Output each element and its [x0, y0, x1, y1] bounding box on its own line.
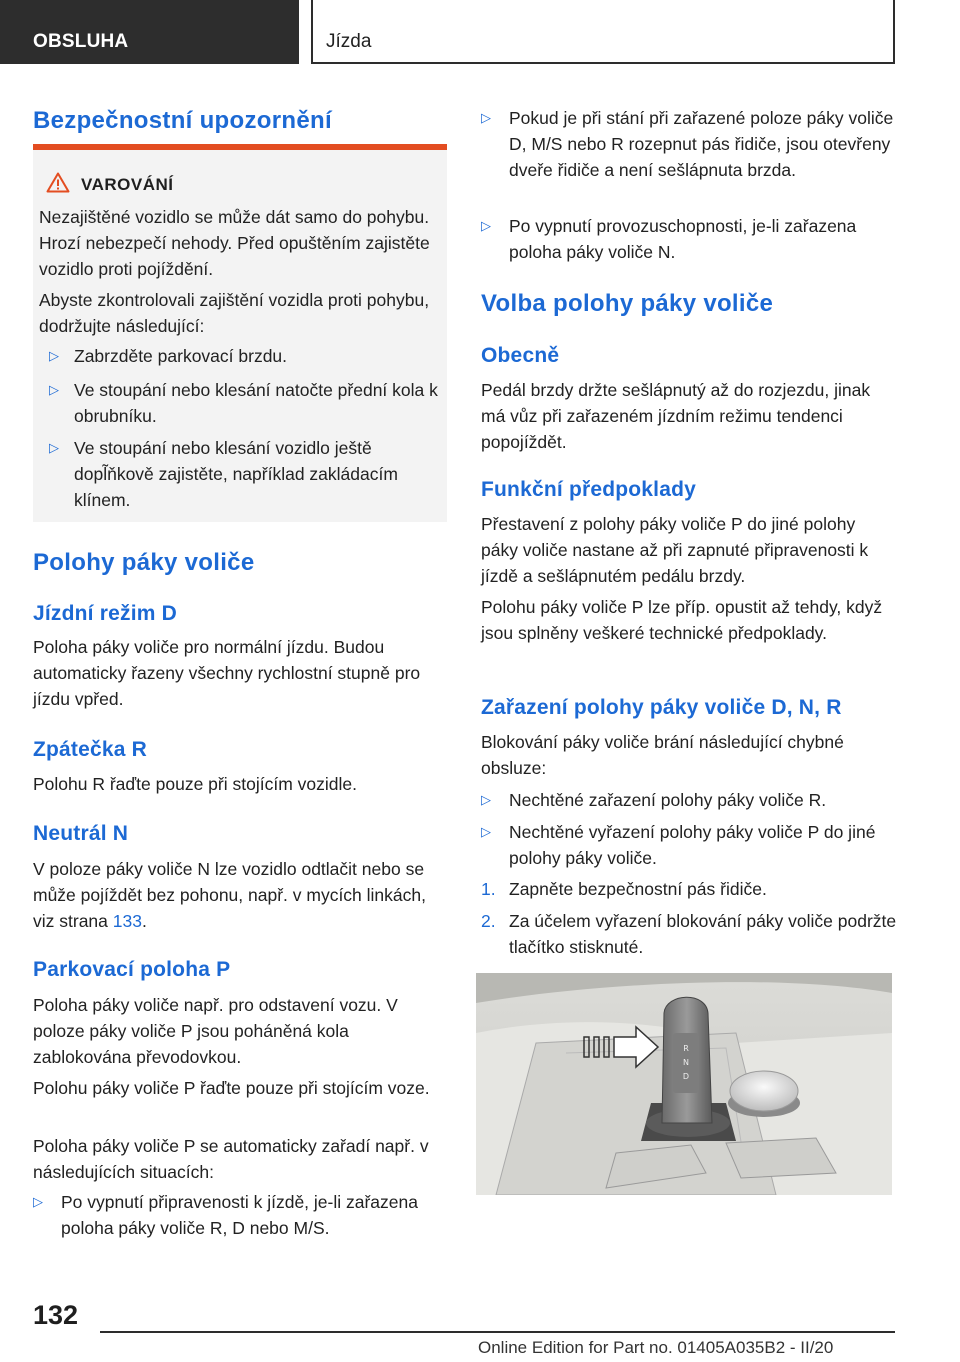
selection-heading: Volba polohy páky voliče [481, 290, 774, 317]
safety-heading: Bezpečnostní upozornění [33, 107, 332, 134]
footer-rule [100, 1331, 895, 1333]
park-text-3: Poloha páky voliče P se automaticky zařadí např. v následujících situacích: [33, 1136, 429, 1182]
bullet-triangle-icon: ▷ [481, 824, 491, 839]
engage-text: Blokování páky voliče brání následující chybné obsluze: [481, 732, 844, 778]
park-heading: Parkovací poloha P [33, 958, 231, 981]
requirements-heading: Funkční předpoklady [481, 478, 696, 501]
list-item: ▷ Po vypnutí provozuschopnosti, je-li zařazena poloha páky voliče N. [481, 213, 897, 265]
bullet-triangle-icon: ▷ [49, 348, 59, 363]
svg-text:R: R [683, 1044, 689, 1053]
bullet-triangle-icon: ▷ [49, 382, 59, 397]
page-link[interactable]: 133 [112, 911, 142, 931]
warning-label: VAROVÁNÍ [81, 175, 174, 194]
drive-text: Poloha páky voliče pro normální jízdu. Budou automaticky řazeny všechny rychlostní stupně pro jízdu vpřed. [33, 637, 421, 709]
edition-note: Online Edition for Part no. 01405A035B2 - II/20 [478, 1338, 834, 1357]
warning-text-2: Abyste zkontrolovali zajištění vozidla proti pohybu, dodržujte následující: [39, 290, 430, 336]
warning-text-1: Nezajištěné vozidlo se může dát samo do pohybu. Hrozí nebezpečí nehody. Před opuštěním zajistěte vozidlo proti pojíždění. [39, 207, 430, 279]
bullet-triangle-icon: ▷ [49, 440, 59, 455]
warning-triangle-icon [46, 172, 70, 193]
list-item: ▷ Po vypnutí připravenosti k jízdě, je-li zařazena poloha páky voliče R, D nebo M/S. [33, 1189, 447, 1241]
bullet-triangle-icon: ▷ [481, 110, 491, 125]
list-item: ▷ Ve stoupání nebo klesání vozidlo ještě dopl̃ňkově zajistěte, například zakládacím klínem. [49, 435, 443, 513]
step-item: 1. Zapněte bezpečnostní pás řidiče. [481, 879, 767, 899]
requirements-text-1: Přestavení z polohy páky voliče P do jiné polohy páky voliče nastane až při zapnuté připravenosti k jízdě a sešlápnutém pedálu brzdy. [481, 514, 869, 586]
general-text: Pedál brzdy držte sešlápnutý až do rozjezdu, jinak má vůz při zařazeném jízdním režimu tendenci popojíždět. [481, 380, 871, 452]
chapter-title: Jízda [311, 0, 895, 64]
reverse-heading: Zpátečka R [33, 738, 148, 761]
neutral-heading: Neutrál N [33, 822, 129, 845]
list-item: ▷ Ve stoupání nebo klesání natočte přední kola k obrubníku. [49, 377, 443, 429]
reverse-text: Polohu R řaďte pouze při stojícím vozidle. [33, 774, 357, 794]
svg-text:D: D [682, 1072, 690, 1081]
park-text-2: Polohu páky voliče P řaďte pouze při stojícím voze. [33, 1078, 430, 1098]
list-item: ▷ Nechtěné vyřazení polohy páky voliče P do jiné polohy páky voliče. [481, 819, 897, 871]
bullet-triangle-icon: ▷ [33, 1194, 43, 1209]
bullet-triangle-icon: ▷ [481, 218, 491, 233]
positions-heading: Polohy páky voliče [33, 549, 255, 576]
list-item: ▷ Pokud je při stání při zařazené poloze páky voliče D, M/S nebo R rozepnut pás řidiče, jsou otevřeny dveře řidiče a není sešlápnuta brzda. [481, 105, 897, 183]
list-item: ▷ Nechtěné zařazení polohy páky voliče R. [481, 787, 897, 813]
warning-bar [33, 144, 447, 150]
neutral-text: V poloze páky voliče N lze vozidlo odtlačit nebo se může pojíždět bez pohonu, např. v mycích linkách, viz strana 133. [33, 859, 426, 931]
list-item: ▷ Zabrzděte parkovací brzdu. [49, 343, 443, 369]
warning-box [33, 144, 447, 522]
engage-heading: Zařazení polohy páky voliče D, N, R [481, 696, 842, 719]
requirements-text-2: Polohu páky voliče P lze příp. opustit až tehdy, když jsou splněny veškeré technické předpoklady. [481, 597, 883, 643]
section-tab: OBSLUHA [0, 0, 299, 64]
bullet-triangle-icon: ▷ [481, 792, 491, 807]
gear-selector-drawing [476, 973, 892, 1195]
general-heading: Obecně [481, 344, 560, 367]
park-text-1: Poloha páky voliče např. pro odstavení vozu. V poloze páky voliče P jsou poháněná kola zablokována převodovkou. [33, 995, 398, 1067]
gear-selector-illustration [476, 973, 892, 1195]
page-number: 132 [33, 1300, 79, 1330]
step-item: 2. Za účelem vyřazení blokování páky voliče podržte tlačítko stisknuté. [481, 911, 897, 957]
drive-heading: Jízdní režim D [33, 602, 177, 625]
svg-text:N: N [683, 1058, 689, 1067]
